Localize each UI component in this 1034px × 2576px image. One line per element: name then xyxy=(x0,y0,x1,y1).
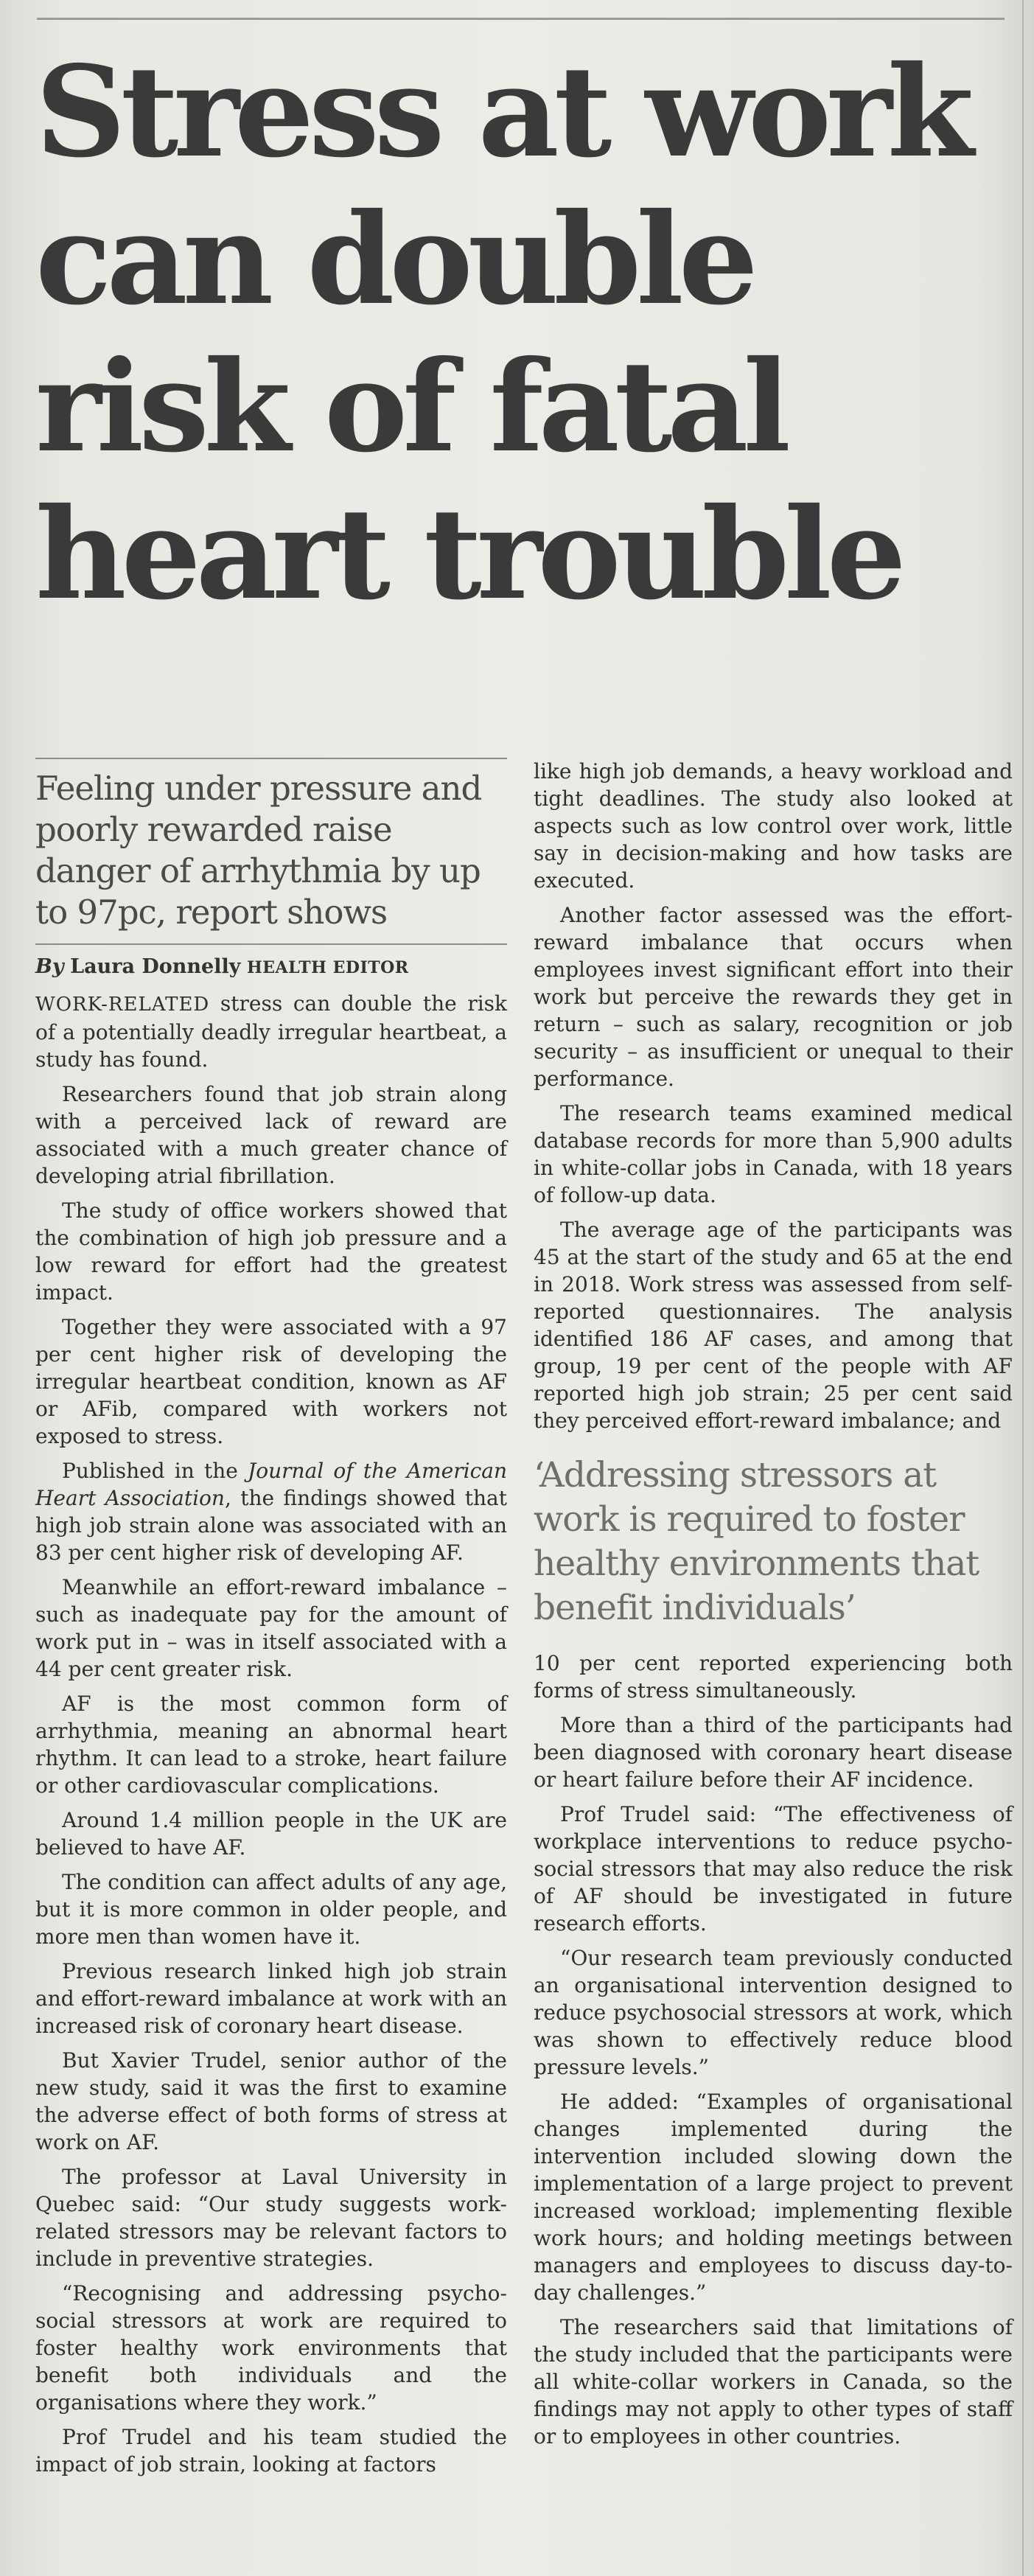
paragraph: Around 1.4 million people in the UK are believed to have AF. xyxy=(35,1808,507,1860)
paragraph-text: , the findings showed that high job strain alone was associated with an 83 per cent higher risk of developing AF. xyxy=(35,1486,507,1565)
paragraph: Previous research linked high job strain and effort-reward imbalance at work with an increased risk of coronary heart disease. xyxy=(35,1959,507,2038)
left-column xyxy=(35,758,507,2485)
paragraph xyxy=(35,1457,507,1566)
paragraph: “Our research team previously conducted an organisational intervention designed to reduce psychosocial stressors at work, which was shown to effectively reduce blood pressure levels.” xyxy=(534,1946,1013,2079)
paragraph: like high job demands, a heavy workload and tight deadlines. The study also looked at aspects such as low control over work, little say in decision-making and how tasks are executed. xyxy=(534,759,1013,893)
paragraph: Together they were associated with a 97 per cent higher risk of developing the irregular heartbeat condition, known as AF or AFib, compared with workers not exposed to stress. xyxy=(35,1315,507,1448)
paragraph: AF is the most common form of arrhythmia, meaning an abnormal heart rhythm. It can lead to a stroke, heart failure or other cardiovascular complications. xyxy=(35,1692,507,1798)
right-body xyxy=(534,758,1013,2450)
headline xyxy=(35,38,1016,628)
paragraph: He added: “Examples of organisational changes implemented during the intervention included slowing down the implementation of a large project to prevent increased workload; implementing flexible work hours; and holding meetings between managers and employees to discuss day-to-day challenges.” xyxy=(534,2090,1013,2305)
standfirst: Feeling under pressure and poorly rewarded raise danger of arrhythmia by up to 97pc, report shows xyxy=(35,769,482,932)
paragraph-text: Published in the xyxy=(62,1459,248,1483)
standfirst-rule xyxy=(35,758,507,759)
paragraph: The researchers said that limitations of the study included that the participants were all white-collar workers in Canada, so the findings may not apply to other types of staff or to employees in other countries. xyxy=(534,2315,1013,2448)
paragraph: 10 per cent reported experiencing both forms of stress simultaneously. xyxy=(534,1651,1013,1703)
byline-role: HEALTH EDITOR xyxy=(247,958,409,977)
paragraph: Another factor assessed was the effort-reward imbalance that occurs when employees invest significant effort into their work but perceive the rewards they get in return – such as salary, recognition or job security – as insufficient or unequal to their performance. xyxy=(534,903,1013,1091)
paragraph: The research teams examined medical database records for more than 5,900 adults in white-collar jobs in Canada, with 18 years of follow-up data. xyxy=(534,1101,1013,1207)
paragraph: More than a third of the participants had been diagnosed with coronary heart disease or heart failure before their AF incidence. xyxy=(534,1713,1013,1792)
byline xyxy=(35,952,507,982)
byline-author: Laura Donnelly xyxy=(70,955,241,978)
paragraph: Prof Trudel and his team studied the impact of job strain, looking at factors xyxy=(35,2425,507,2476)
paragraph: Researchers found that job strain along with a perceived lack of reward are associated with a much greater chance of developing atrial fibrillation. xyxy=(35,1082,507,1188)
paragraph xyxy=(35,990,507,1073)
left-body xyxy=(35,990,507,2478)
paragraph: “Recognising and addressing psycho-social stressors at work are required to foster healthy work environments that benefit both individuals and the organisations where they work.” xyxy=(35,2281,507,2415)
byline-rule xyxy=(35,943,507,945)
paragraph: The study of office workers showed that the combination of high job pressure and a low reward for effort had the greatest impact. xyxy=(35,1198,507,1305)
clipping-edge xyxy=(1022,0,1024,2576)
paragraph: The professor at Laval University in Quebec said: “Our study suggests work-related stressors may be relevant factors to include in preventive strategies. xyxy=(35,2165,507,2271)
paragraph: The condition can affect adults of any age, but it is more common in older people, and more men than women have it. xyxy=(35,1870,507,1949)
byline-by: By xyxy=(35,955,64,978)
right-column xyxy=(534,758,1013,2457)
paragraph: Prof Trudel said: “The effectiveness of workplace interventions to reduce psycho-social stressors that may also reduce the risk of AF should be investigated in future research efforts. xyxy=(534,1802,1013,1936)
paragraph-text: stress can double the risk of a potentially deadly irregular heartbeat, a study has found. xyxy=(35,991,507,1072)
paragraph: The average age of the participants was 45 at the start of the study and 65 at the end in 2018. Work stress was assessed from self-reported questionnaires. The analysis identified 186 AF cases, and among that group, 19 per cent of the people with AF reported high job strain; 25 per cent said they perceived effort-reward imbalance; and xyxy=(534,1218,1013,1433)
paragraph: But Xavier Trudel, senior author of the new study, said it was the first to examine the adverse effect of both forms of stress at work on AF. xyxy=(35,2048,507,2154)
headline-line-1: Stress at work xyxy=(35,38,969,186)
paragraph: Meanwhile an effort-reward imbalance – such as inadequate pay for the amount of work put in – was in itself associated with a 44 per cent greater risk. xyxy=(35,1575,507,1681)
journal-name: Journal of the American Heart Association xyxy=(35,1459,507,1510)
headline-line-2: can double xyxy=(35,186,753,333)
pull-quote: ‘Addressing stressors at work is required to foster healthy environments that benefit individuals’ xyxy=(534,1455,979,1628)
top-rule xyxy=(37,18,1005,20)
headline-line-3: risk of fatal xyxy=(35,333,786,481)
headline-line-4: heart trouble xyxy=(35,481,901,628)
lead-in: WORK-RELATED xyxy=(35,994,210,1016)
